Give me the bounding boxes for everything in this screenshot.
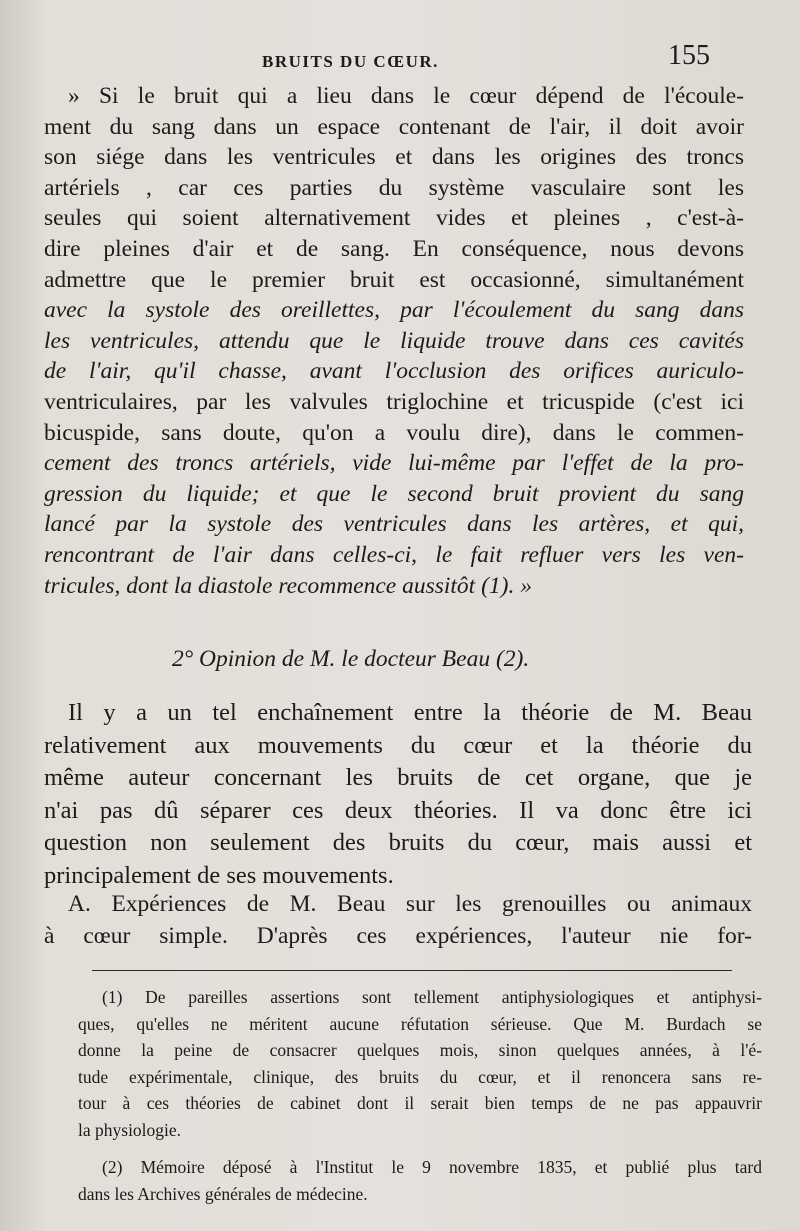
footnote-line: donne la peine de consacrer quelques mois, sinon quelques années, à l'é- — [78, 1040, 762, 1060]
text-line: bicuspide, sans doute, qu'on a voulu dire), dans le commen- — [44, 419, 744, 446]
text-line: relativement aux mouvements du cœur et la théorie du — [44, 731, 752, 759]
footnote-line: tude expérimentale, clinique, des bruits du cœur, et il renoncera sans re- — [78, 1066, 762, 1087]
footnote-divider — [92, 970, 732, 971]
text-line: les ventricules, attendu que le liquide trouve dans ces cavités — [44, 327, 744, 354]
text-line: principalement de ses mouvements. — [44, 861, 394, 889]
text-line: question non seulement des bruits du cœur, mais aussi et — [44, 829, 752, 856]
text-line: même auteur concernant les bruits de cet organe, que je — [44, 764, 752, 791]
footnote-line: (2) Mémoire déposé à l'Institut le 9 novembre 1835, et publié plus tard — [102, 1157, 762, 1177]
footnote-line: (1) De pareilles assertions sont tellement antiphysiologiques et antiphysi- — [102, 987, 762, 1007]
text-line: avec la systole des oreillettes, par l'écoulement du sang dans — [44, 297, 744, 324]
page-header — [0, 40, 800, 80]
text-line: gression du liquide; et que le second bruit provient du sang — [44, 480, 744, 507]
text-line: son siége dans les ventricules et dans les origines des troncs — [44, 144, 744, 171]
running-title: BRUITS DU CŒUR. — [262, 52, 439, 71]
footnotes — [78, 984, 762, 1207]
section-heading: 2° Opinion de M. le docteur Beau (2). — [172, 646, 530, 672]
text-line: artériels , car ces parties du système vasculaire sont les — [44, 174, 744, 201]
text-line: à cœur simple. D'après ces expériences, l'auteur nie for- — [44, 923, 752, 949]
text-line: seules qui soient alternativement vides et pleines , c'est-à- — [44, 205, 744, 232]
text-line: tricules, dont la diastole recommence aussitôt (1). » — [44, 572, 532, 599]
text-line: n'ai pas dû séparer ces deux théories. Il va donc être ici — [44, 796, 752, 824]
text-line: Il y a un tel enchaînement entre la théorie de M. Beau — [68, 699, 752, 726]
footnote-line: tour à ces théories de cabinet dont il serait bien temps de ne pas appauvrir — [78, 1093, 762, 1113]
text-line: ventriculaires, par les valvules triglochine et tricuspide (c'est ici — [44, 388, 744, 415]
footnote-2 — [78, 1154, 762, 1207]
quoted-paragraph — [44, 81, 744, 601]
page-number: 155 — [668, 40, 710, 71]
footnote-line: la physiologie. — [78, 1119, 182, 1140]
footnote-line: ques, qu'elles ne méritent aucune réfutation sérieuse. Que M. Burdach se — [78, 1013, 762, 1034]
text-line: de l'air, qu'il chasse, avant l'occlusion des orifices auriculo- — [44, 358, 744, 385]
body-paragraph — [44, 888, 752, 952]
text-line: A. Expériences de M. Beau sur les grenouilles ou animaux — [68, 891, 752, 917]
text-line: rencontrant de l'air dans celles-ci, le fait refluer vers les ven- — [44, 541, 744, 568]
footnote-1 — [78, 984, 762, 1143]
text-line: cement des troncs artériels, vide lui-même par l'effet de la pro- — [44, 450, 744, 477]
text-line: ment du sang dans un espace contenant de l'air, il doit avoir — [44, 113, 744, 140]
text-line: lancé par la systole des ventricules dans les artères, et qui, — [44, 511, 744, 538]
text-line: admettre que le premier bruit est occasionné, simultanément — [44, 266, 744, 293]
footnote-line: dans les Archives générales de médecine. — [78, 1183, 368, 1204]
body-paragraph — [44, 697, 752, 892]
text-line: dire pleines d'air et de sang. En conséquence, nous devons — [44, 235, 744, 262]
text-line: » Si le bruit qui a lieu dans le cœur dépend de l'écoule- — [68, 83, 744, 109]
